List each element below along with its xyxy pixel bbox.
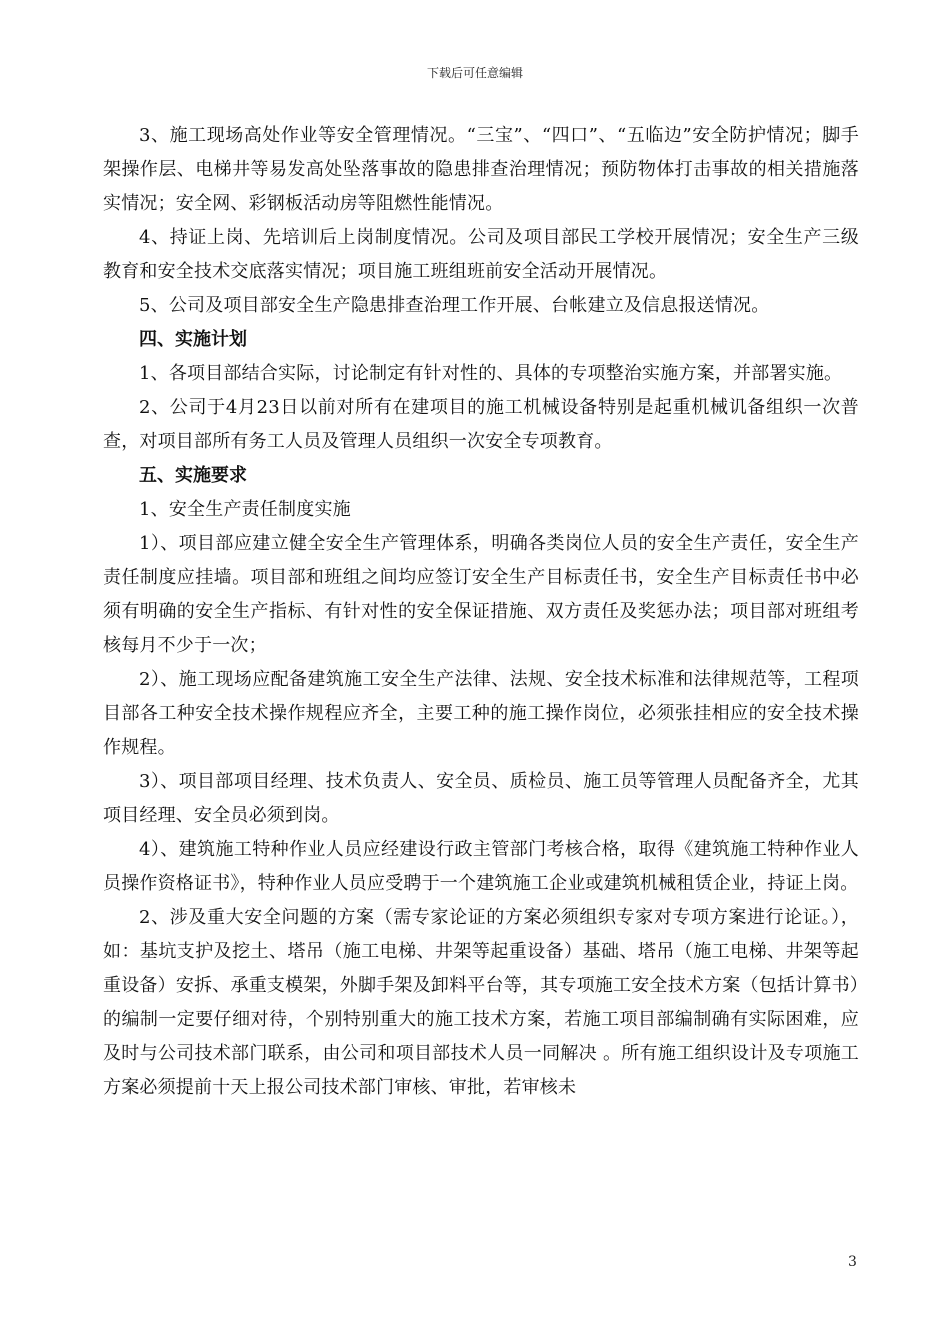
document-body [103,119,859,1105]
section-heading-implementation-plan: 四、实施计划 [139,329,247,350]
requirement-item-1-title: 1、安全生产责任制度实施 [139,499,351,520]
requirement-subitem-4: 4）、建筑施工特种作业人员应经建设行政主管部门考核合格，取得《建筑施工特种作业人员操作资格证书》，特种作业人员应受聘于一个建筑施工企业或建筑机械租赁企业，持证上岗。 [103,839,859,894]
plan-item-1: 1、各项目部结合实际，讨论制定有针对性的、具体的专项整治实施方案，并部署实施。 [139,363,843,384]
page-header: 下载后可任意编辑 [426,66,523,80]
paragraph-item-5: 5、公司及项目部安全生产隐患排查治理工作开展、台帐建立及信息报送情况。 [139,295,770,316]
section-heading-implementation-requirements: 五、实施要求 [139,465,247,486]
requirement-subitem-2: 2）、施工现场应配备建筑施工安全生产法律、法规、安全技术标准和法律规范等，工程项目部各工种安全技术操作规程应齐全，主要工种的施工操作岗位，必须张挂相应的安全技术操作规程。 [103,669,859,758]
paragraph-item-4: 4、持证上岗、先培训后上岗制度情况。公司及项目部民工学校开展情况；安全生产三级教育和安全技术交底落实情况；项目施工班组班前安全活动开展情况。 [103,227,859,282]
paragraph-item-3: 3、施工现场高处作业等安全管理情况。“三宝”、“四口”、“五临边”安全防护情况；脚手架操作层、电梯井等易发高处坠落事故的隐患排查治理情况；预防物体打击事故的相关措施落实情况；安全网、彩钢板活动房等阻燃性能情况。 [103,125,859,214]
requirement-subitem-1: 1）、项目部应建立健全安全生产管理体系，明确各类岗位人员的安全生产责任，安全生产责任制度应挂墙。项目部和班组之间均应签订安全生产目标责任书，安全生产目标责任书中必须有明确的安全生产指标、有针对性的安全保证措施、双方责任及奖惩办法；项目部对班组考核每月不少于一次； [103,533,859,656]
plan-item-2: 2、公司于4月23日以前对所有在建项目的施工机械设备特别是起重机械讥备组织一次普查，对项目部所有务工人员及管理人员组织一次安全专项教育。 [103,397,859,452]
requirement-subitem-3: 3）、项目部项目经理、技术负责人、安全员、质检员、施工员等管理人员配备齐全，尤其项目经理、安全员必须到岗。 [103,771,859,826]
page-number: 3 [848,1254,857,1270]
requirement-item-2: 2、涉及重大安全问题的方案（需专家论证的方案必须组织专家对专项方案进行论证。），如：基坑支护及挖土、塔吊（施工电梯、井架等起重设备）基础、塔吊（施工电梯、井架等起重设备）安拆、承重支模架，外脚手架及卸料平台等，其专项施工安全技术方案（包括计算书）的编制一定要仔细对待，个别特别重大的施工技术方案，若施工项目部编制确有实际困难，应及时与公司技术部门联系，由公司和项目部技术人员一同解决 。所有施工组织设计及专项施工方案必须提前十天上报公司技术部门审核、审批，若审核未 [103,907,859,1098]
